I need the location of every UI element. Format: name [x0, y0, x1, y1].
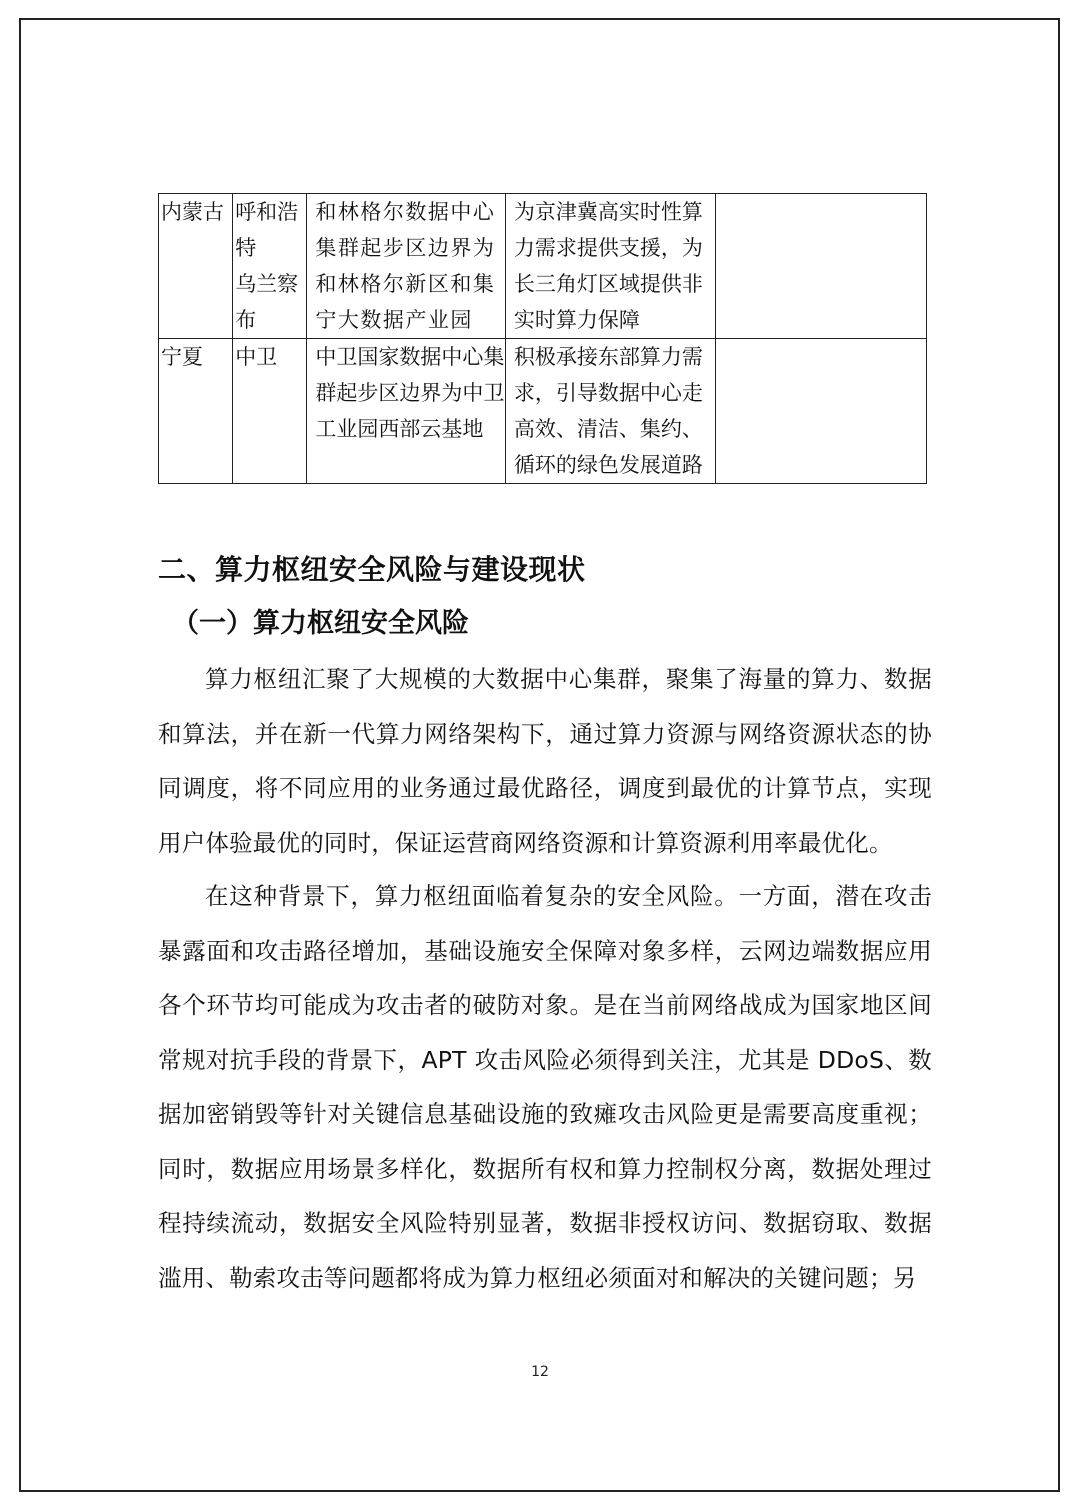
subsection-heading: （一）算力枢纽安全风险: [172, 608, 469, 639]
cell-city: 呼和浩特 乌兰察布: [233, 194, 307, 339]
table-row: [159, 339, 927, 484]
cell-boundary: 中卫国家数据中心集群起步区边界为中卫工业园西部云基地: [307, 339, 506, 484]
body-paragraph: 算力枢纽汇聚了大规模的大数据中心集群，聚集了海量的算力、数据和算法，并在新一代算力网络架构下，通过算力资源与网络资源状态的协同调度，将不同应用的业务通过最优路径，调度到最优的计算节点，实现用户体验最优的同时，保证运营商网络资源和计算资源利用率最优化。: [158, 665, 932, 857]
cell-positioning: 为京津冀高实时性算力需求提供支援，为长三角灯区域提供非实时算力保障: [505, 194, 716, 339]
page-number: 12: [531, 1364, 549, 1380]
section-heading: 二、算力枢纽安全风险与建设现状: [158, 553, 586, 586]
cell-boundary: 和林格尔数据中心集群起步区边界为和林格尔新区和集宁大数据产业园: [307, 194, 506, 339]
cell-city: 中卫: [233, 339, 307, 484]
cell-positioning: 积极承接东部算力需求，引导数据中心走高效、清洁、集约、循环的绿色发展道路: [505, 339, 716, 484]
cell-province: 宁夏: [159, 339, 233, 484]
cell-province: 内蒙古: [159, 194, 233, 339]
body-paragraph: 在这种背景下，算力枢纽面临着复杂的安全风险。一方面，潜在攻击暴露面和攻击路径增加，基础设施安全保障对象多样，云网边端数据应用各个环节均可能成为攻击者的破防对象。是在当前网络战成为国家地区间常规对抗手段的背景下，APT 攻击风险必须得到关注，尤其是 DDoS、数据加密销毁等针对关键信息基础设施的致瘫攻击风险更是需要高度重视；同时，数据应用场景多样化，数据所有权和算力控制权分离，数据处理过程持续流动，数据安全风险特别显著，数据非授权访问、数据窃取、数据滥用、勒索攻击等问题都将成为算力枢纽必须面对和解决的关键问题；另: [158, 882, 932, 1292]
hub-info-table: [158, 193, 927, 484]
cell-extra: [716, 194, 927, 339]
cell-extra: [716, 339, 927, 484]
table-row: [159, 194, 927, 339]
